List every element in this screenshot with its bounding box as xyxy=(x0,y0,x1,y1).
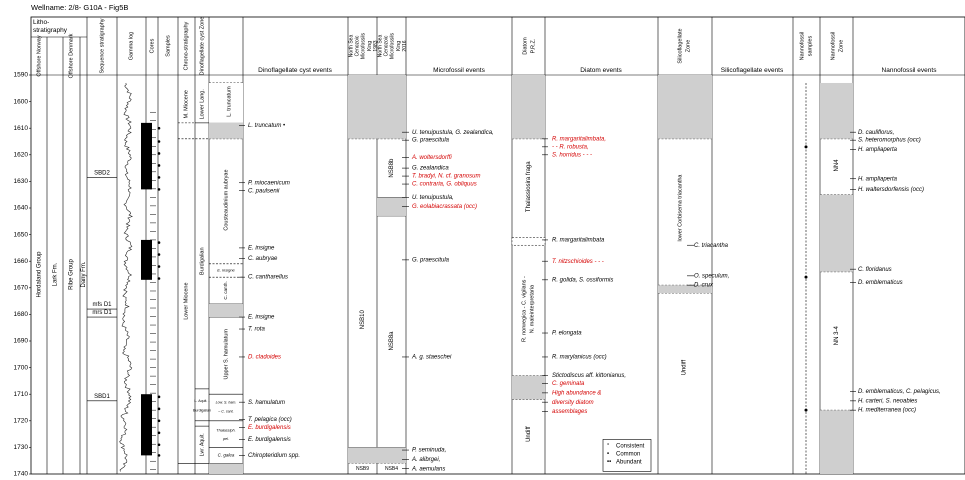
litho-denmark-fm: Dany Fm. xyxy=(81,261,88,288)
legend-symbol: •• xyxy=(607,459,612,466)
depth-tick-label: 1630 xyxy=(13,178,28,186)
sample-dot xyxy=(158,431,161,434)
dino-event-label: E. insigne xyxy=(248,245,275,252)
header-dino-events: Dinoflagellate cyst events xyxy=(258,67,332,74)
header-sequence: Sequence stratigraphy xyxy=(99,18,106,74)
header-offshore-norway: Offshore Norway xyxy=(36,35,43,77)
sample-dot xyxy=(158,127,161,130)
litho-group: Hordaland Group xyxy=(36,251,43,298)
dino-event-label: E. burdigalensis xyxy=(248,425,291,432)
silico-event-label: C. triacantha xyxy=(694,242,729,249)
micro-event-label: T. bradyi, N. cf. granosum xyxy=(412,173,481,180)
header-gamma: Gamma log xyxy=(128,31,135,61)
diatom-event-label: S. horridus - - - xyxy=(552,152,593,159)
header-cores: Cores xyxy=(149,38,156,54)
header-samples: Samples xyxy=(165,35,172,57)
header-king-1983-line: 1983 xyxy=(373,40,380,52)
diatom-event-label: assemblages xyxy=(552,409,588,416)
sample-dot xyxy=(158,253,161,256)
dino-zone-thalassiphora: Thalassiph. xyxy=(216,428,236,433)
nanno-event-label: H. ampliaperta xyxy=(858,176,898,183)
nanno-event-label: H. mediterranea (occ) xyxy=(858,407,917,414)
header-diatom-zone-line: Diatom xyxy=(522,37,529,55)
core-interval xyxy=(141,123,152,190)
header-king-1983-line: Cenozoic xyxy=(354,35,361,57)
dino-event-label: C. paulsenii xyxy=(248,188,280,195)
header-dino-zone: Dinoflagellate cyst Zone xyxy=(199,16,206,76)
king2016-gap xyxy=(377,197,406,216)
header-king-2016-line: North Sea xyxy=(377,34,384,58)
chrono-lower-lang: Lower Lang. xyxy=(199,89,206,120)
litho-norway-fm: Lark Fm. xyxy=(52,262,59,287)
legend-label: Common xyxy=(616,451,641,458)
nanno-event-label: H. carteri, S. neoabies xyxy=(858,398,918,405)
nanno-sample-dot xyxy=(805,276,808,279)
micro-event-label: G. eolabiacrassata (occ) xyxy=(412,204,478,211)
diatom-event-label: Stictodiscus aff. kittonianus, xyxy=(552,373,627,380)
chrono-burdigalian: Burdigalian xyxy=(199,247,206,275)
dino-zone-c-galea: C. galea xyxy=(217,452,235,458)
king2016-gap xyxy=(377,75,406,139)
micro-event-label: U. tenuipustula, xyxy=(412,194,454,201)
nanno-event-label: S. heteromorphus (occ) xyxy=(858,137,921,144)
header-silico-zone-line: Silicoflagellate xyxy=(677,28,684,64)
chart-title: Wellname: 2/8- G10A - Fig5B xyxy=(31,3,129,12)
depth-tick-label: 1620 xyxy=(13,151,28,159)
micro-event-label: G. praescitula xyxy=(412,137,450,144)
dino-event-label: D. cladoides xyxy=(248,354,282,361)
diatom-zone-undiff: Undiff xyxy=(526,426,533,442)
silico-gap xyxy=(658,75,712,139)
sample-dot xyxy=(158,176,161,179)
king1983-gap xyxy=(348,75,377,139)
dino-event-label: T. rota xyxy=(248,326,265,333)
header-chrono: Chrono-stratigraphy xyxy=(183,21,190,71)
header-king-2016-line: Cenozoic xyxy=(383,35,390,57)
legend-symbol: • xyxy=(607,451,610,458)
header-litho-1: Litho- xyxy=(33,19,50,26)
nanno-event-label: H. waltersdorfensis (occ) xyxy=(858,186,925,193)
sample-dot xyxy=(158,408,161,411)
dino-zone-c-canth: C. canth. xyxy=(223,281,229,300)
sample-dot xyxy=(158,188,161,191)
chrono-m-miocene: M. Miocene xyxy=(183,90,190,119)
depth-tick-label: 1660 xyxy=(13,257,28,265)
dino-event-label: C. aubryae xyxy=(248,256,278,263)
king1983-zone-nsb10: NSB10 xyxy=(360,310,367,330)
core-interval xyxy=(141,394,152,455)
header-silico-zone-line: Zone xyxy=(685,39,692,53)
legend-label: Consistent xyxy=(616,443,645,450)
depth-tick-label: 1590 xyxy=(13,71,28,79)
sample-dot xyxy=(158,140,161,143)
micro-event-label: G. zealandica xyxy=(412,165,449,172)
silico-zone-corbisema: lower Corbisema triacantha xyxy=(677,174,684,242)
diatom-gap xyxy=(512,75,545,139)
depth-tick-label: 1640 xyxy=(13,204,28,212)
nanno-event-label: D. cauliflorus, xyxy=(858,129,895,136)
sample-dot xyxy=(158,396,161,399)
sample-dot xyxy=(158,443,161,446)
depth-tick-label: 1680 xyxy=(13,311,28,319)
diatom-event-label: R. margaritalimbata xyxy=(552,237,605,244)
diatom-event-label: - - R. robusta, xyxy=(552,144,589,151)
diatom-event-label: P. elongata xyxy=(552,330,582,337)
gamma-log-trace xyxy=(120,83,133,472)
king1983-zone-nsb9: NSB9 xyxy=(355,466,370,473)
diatom-zone-n-maleinterpretaria: N. maleinterpretaria xyxy=(529,284,536,334)
chrono-lower-miocene: Lower Miocene xyxy=(183,282,190,320)
dino-zone-cousteaudinium: Cousteaudinium aubryae xyxy=(223,169,230,231)
micro-event-label: A. aemulans xyxy=(412,466,446,473)
chrono-l-aquit: L. Aquit. - xyxy=(194,399,210,404)
dino-zone-gap xyxy=(209,123,243,139)
micro-event-label: P. seminuda, xyxy=(412,447,447,454)
micro-event-label: U. tenuipustula, G. zealandica, xyxy=(412,129,494,136)
dino-zone-gap xyxy=(209,304,243,317)
nanno-zone-nn3-4: NN 3-4 xyxy=(834,326,841,346)
diatom-event-label: High abundance & xyxy=(552,390,602,397)
header-king-2016-line: Microfossils xyxy=(389,32,396,60)
depth-tick-label: 1600 xyxy=(13,98,28,106)
header-diatom-zone-line: P.R.Z. xyxy=(530,38,537,54)
header-nanno-samples-line: Nannofossil xyxy=(799,31,806,61)
header-nanno-events: Nannofossil events xyxy=(881,67,937,74)
diatom-zone-r-norwegica: R. norwegica - C. vigilans - xyxy=(521,276,528,342)
king2016-zone-nsb8b: NSB8b xyxy=(389,158,396,178)
header-offshore-denmark: Offshore Denmark xyxy=(68,33,75,79)
depth-tick-label: 1700 xyxy=(13,364,28,372)
diatom-event-label: R. golida, S. ossiformis xyxy=(552,277,614,284)
micro-event-label: C. contraria, G. obliquus xyxy=(412,181,477,188)
dino-event-label: E. burdigalensis xyxy=(248,436,291,443)
dino-event-label: P. miocaenicum xyxy=(248,180,290,187)
dino-zone-c-cant: – C. cant. xyxy=(218,409,234,414)
header-micro-events: Microfossil events xyxy=(433,67,485,74)
sequence-surface-label: SBD2 xyxy=(94,170,110,177)
micro-event-label: A. g. staeschei xyxy=(412,354,452,361)
diatom-gap xyxy=(512,376,545,400)
header-king-1983-line: North Sea xyxy=(348,34,355,58)
diatom-zone-thalassiosira: Thalassiosira fraga xyxy=(526,161,533,213)
king2016-zone-nsb8a: NSB8a xyxy=(389,331,396,351)
king1983-gap xyxy=(348,447,377,463)
legend-symbol: ° xyxy=(607,443,610,450)
legend-label: Abundant xyxy=(616,459,642,466)
dino-event-label: E. insigne xyxy=(248,314,275,321)
silico-event-label: D. crux xyxy=(694,282,714,289)
nanno-event-label: H. ampliaperta xyxy=(858,147,898,154)
depth-tick-label: 1720 xyxy=(13,417,28,425)
header-silico-events: Silicoflagellate events xyxy=(720,67,784,74)
diatom-event-label: diversity diatom xyxy=(552,399,594,406)
depth-tick-label: 1730 xyxy=(13,444,28,452)
header-king-1983-line: Microfossils xyxy=(360,32,367,60)
micro-event-label: A. alibrgei, xyxy=(412,456,441,463)
diatom-event-label: R. margaritalimbata, xyxy=(552,136,607,143)
king2016-gap xyxy=(377,447,406,463)
nanno-event-label: D. emblematicus xyxy=(858,280,903,287)
depth-tick-label: 1710 xyxy=(13,390,28,398)
depth-tick-label: 1740 xyxy=(13,470,28,478)
nanno-gap xyxy=(820,410,853,474)
sample-dot xyxy=(158,164,161,167)
sequence-surface-label: mfs D1 xyxy=(92,302,112,309)
dino-zone-gap xyxy=(209,463,243,474)
nanno-sample-dot xyxy=(805,409,808,412)
diatom-event-label: R. marylanicus (occ) xyxy=(552,354,607,361)
dino-event-label: S. hamulatum xyxy=(248,399,286,406)
nanno-event-label: C. floridanus xyxy=(858,266,892,273)
micro-event-label: A. woltersdorffi xyxy=(412,155,452,162)
dino-zone-low-s-ham: Low. S. ham. xyxy=(215,400,237,405)
header-nanno-samples-line: samples xyxy=(807,35,814,57)
chrono-lwr-aquit: Lwr. Aquit. xyxy=(199,433,206,457)
diatom-event-label: T. nitzschioides - - - xyxy=(552,258,604,265)
dino-event-label: T. pelagica (occ) xyxy=(248,417,292,424)
depth-tick-label: 1670 xyxy=(13,284,28,292)
dino-event-label: C. cantharellus xyxy=(248,274,289,281)
sample-dot xyxy=(158,277,161,280)
header-king-2016-line: 2016 xyxy=(402,40,409,52)
nanno-gap xyxy=(820,83,853,139)
header-king-2016-line: King xyxy=(395,40,402,52)
header-king-1983-line: King xyxy=(366,40,373,52)
dino-event-label: Chiropteridium spp. xyxy=(248,452,301,459)
silico-event-label: O. speculum, xyxy=(694,273,730,280)
dino-zone-e-insigne: E. insigne xyxy=(217,267,235,273)
nanno-event-label: D. emblematicus, C. pelagicus, xyxy=(858,389,941,396)
diatom-thin-band xyxy=(512,237,545,245)
sequence-surface-label: SBD1 xyxy=(94,393,110,400)
chrono-burdigalian-2: Burdigalian xyxy=(193,408,211,413)
sample-dot xyxy=(158,420,161,423)
header-diatom-events: Diatom events xyxy=(580,67,622,74)
sample-dot xyxy=(158,241,161,244)
litho-denmark-group: Ribe Group xyxy=(68,259,75,290)
header-litho-2: stratigraphy xyxy=(33,27,67,34)
header-nanno-zone-line: Nannofossil xyxy=(830,31,837,61)
micro-event-label: G. praescitula xyxy=(412,257,450,264)
chart-content xyxy=(14,17,941,478)
dino-event-label: L. truncatum • xyxy=(248,123,286,130)
diatom-event-label: C. geminata xyxy=(552,381,585,388)
sample-dot xyxy=(158,265,161,268)
silico-zone-undiff: Undiff xyxy=(681,359,688,376)
king2016-zone-nsb4: NSB4 xyxy=(384,466,399,473)
sample-dot xyxy=(158,152,161,155)
sample-dot xyxy=(158,454,161,457)
nanno-zone-nn4: NN4 xyxy=(834,159,841,172)
nanno-sample-dot xyxy=(805,145,808,148)
depth-tick-label: 1650 xyxy=(13,231,28,239)
nanno-gap xyxy=(820,195,853,272)
sequence-surface-label: mrs D1 xyxy=(92,310,112,317)
dino-zone-pel: pel. xyxy=(222,436,230,441)
dino-zone-upper-s-hamulatum: Upper S. hamulatum xyxy=(223,329,230,380)
header-nanno-zone-line: Zone xyxy=(838,39,845,53)
depth-tick-label: 1690 xyxy=(13,337,28,345)
depth-tick-label: 1610 xyxy=(13,124,28,132)
dino-zone-l-truncatum: L. truncatum xyxy=(226,86,233,117)
